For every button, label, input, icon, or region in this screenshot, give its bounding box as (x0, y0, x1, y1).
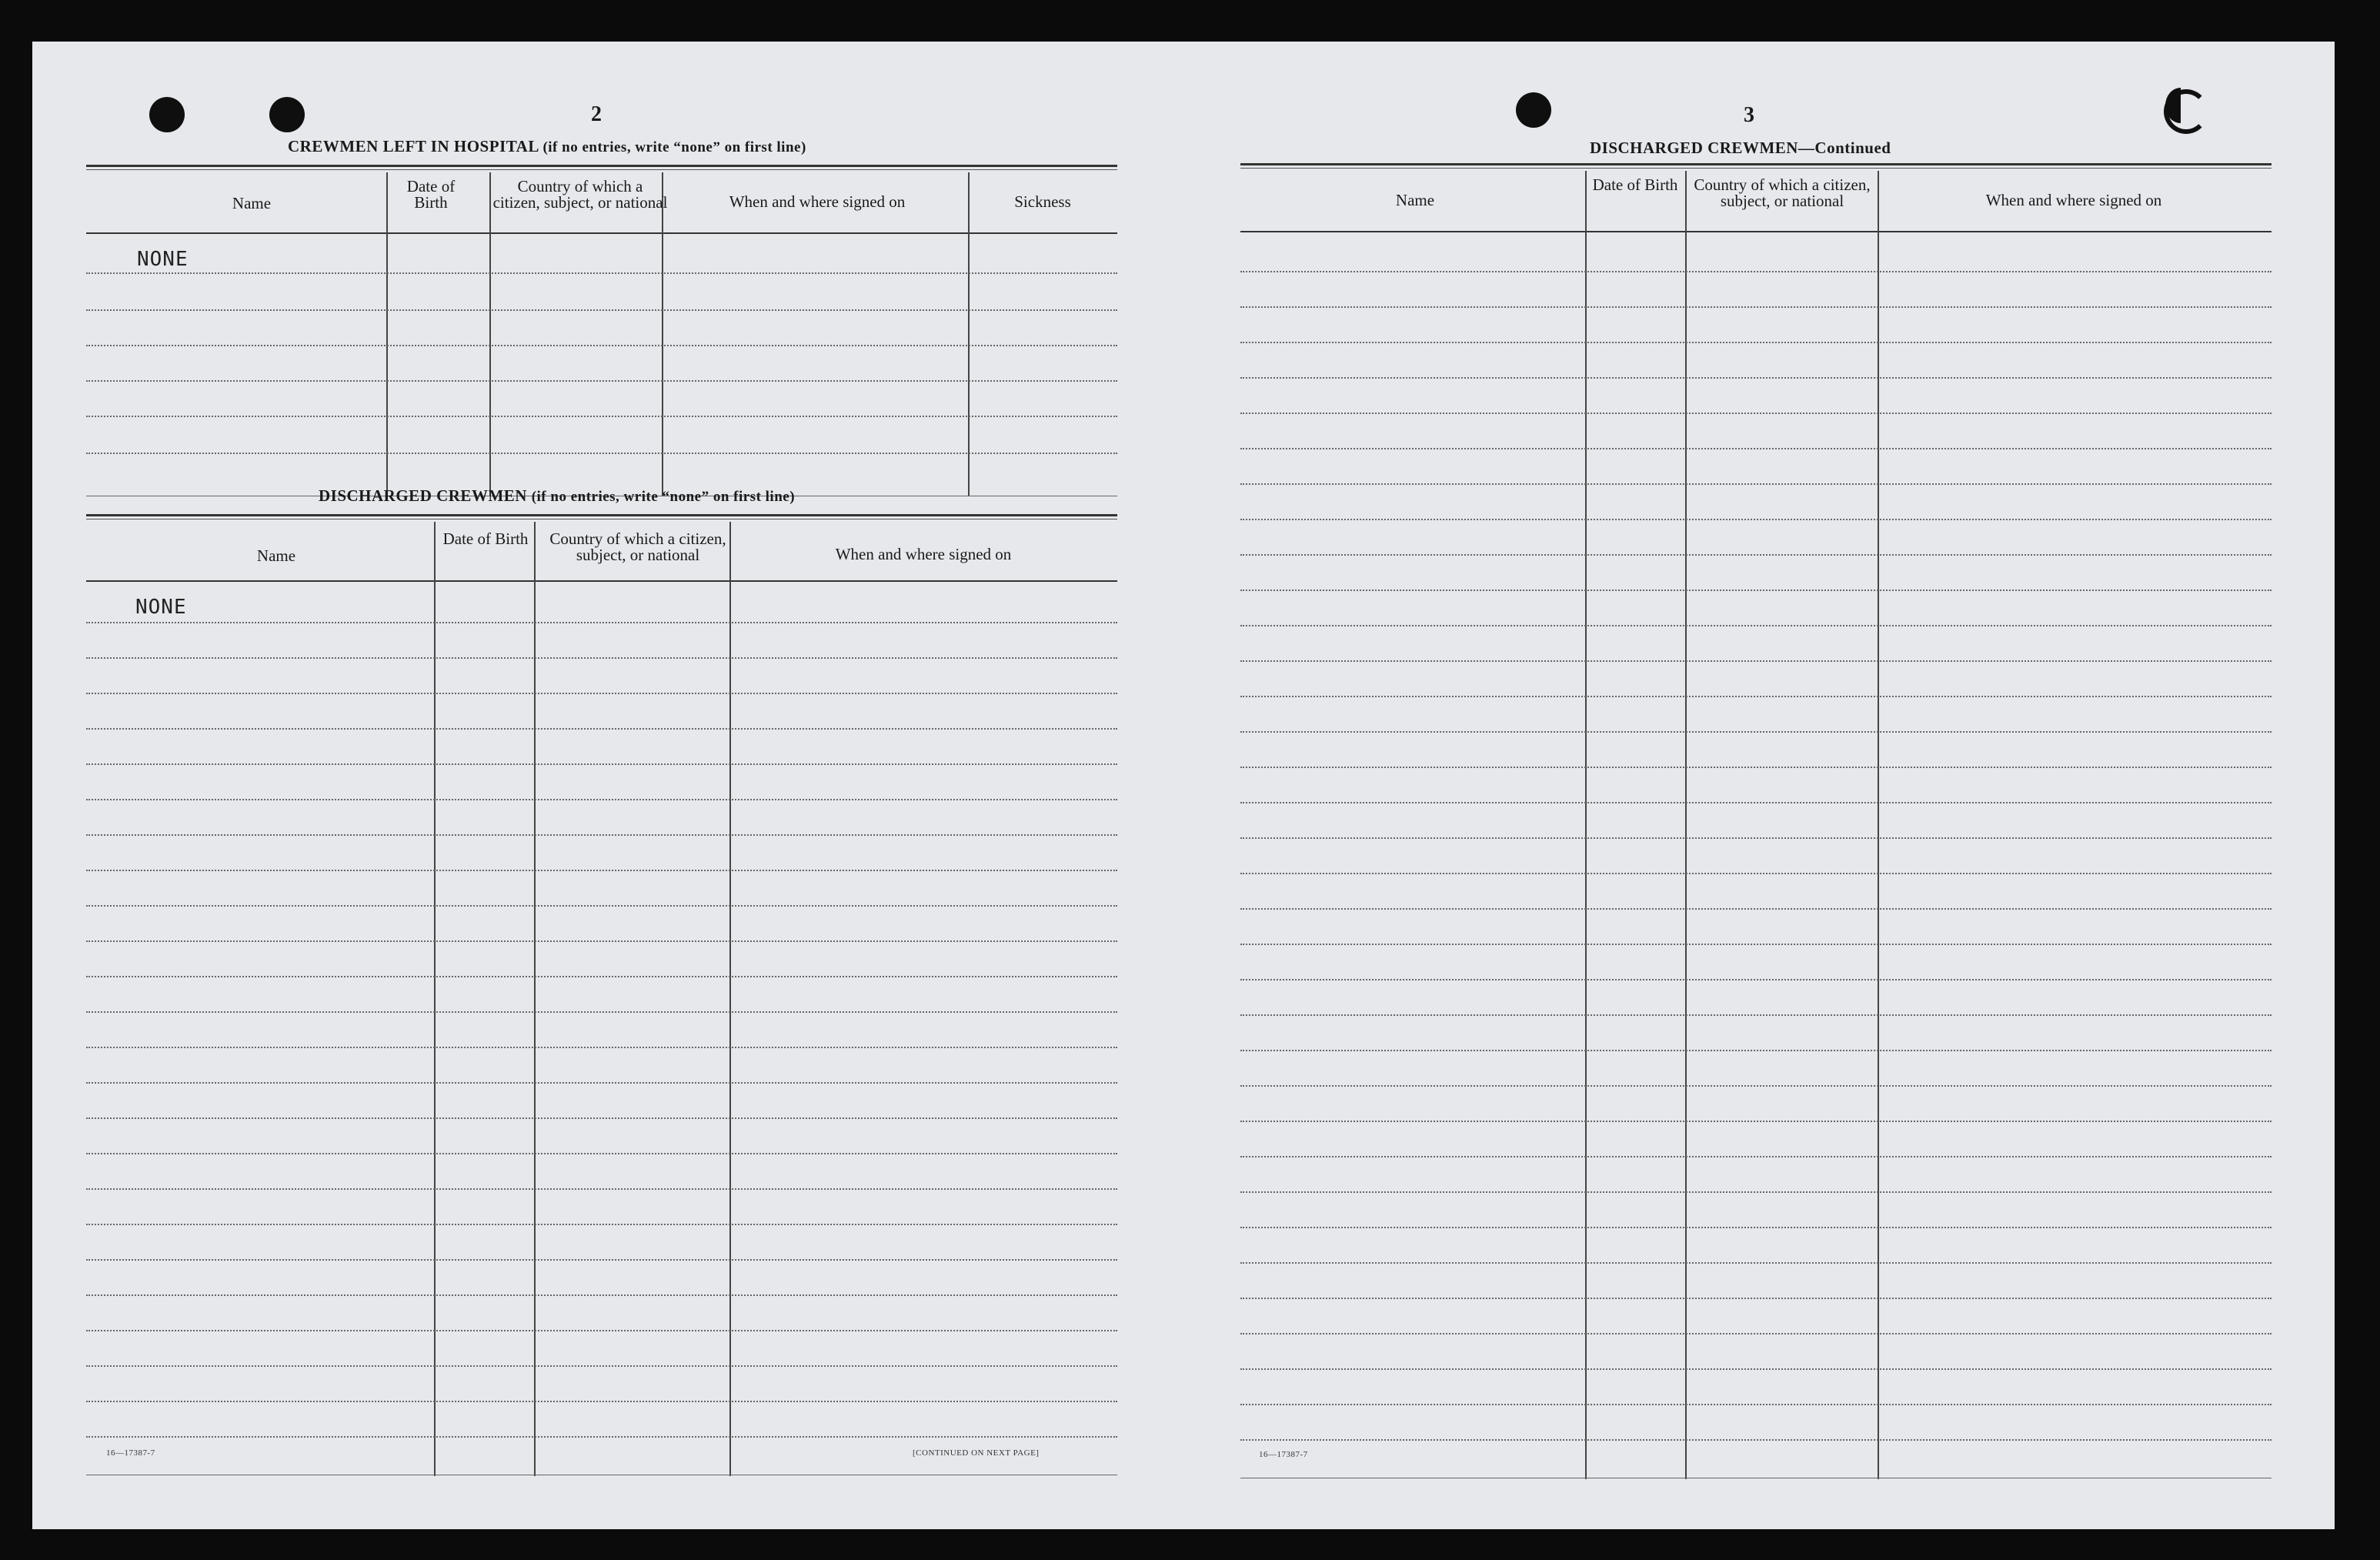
column-divider (386, 172, 388, 496)
row-line (1240, 590, 2272, 591)
row-line (86, 870, 1117, 871)
hospital-title-text: CREWMEN LEFT IN HOSPITAL (288, 137, 539, 155)
row-line (1240, 306, 2272, 308)
punch-hole (1516, 92, 1551, 128)
row-line (86, 272, 1117, 274)
hospital-first-entry: NONE (137, 248, 189, 271)
column-divider (1585, 171, 1587, 1479)
col-header-name: Name (256, 546, 296, 565)
row-line (1240, 271, 2272, 272)
row-line (1240, 1298, 2272, 1299)
row-line (86, 380, 1117, 382)
column-divider (1685, 171, 1687, 1479)
column-divider (1878, 171, 1879, 1479)
punch-hole (149, 97, 185, 132)
row-line (86, 693, 1117, 694)
hospital-title-instruction: (if no entries, write “none” on first line) (542, 139, 806, 155)
punch-hole (269, 97, 305, 132)
row-line (1240, 1227, 2272, 1228)
form-number-right: 16—17387-7 (1259, 1450, 1308, 1459)
col-header-signed-on: When and where signed on (729, 192, 906, 211)
header-underline (86, 232, 1117, 234)
row-line (86, 1224, 1117, 1225)
row-line (86, 799, 1117, 800)
discharged-title-text: DISCHARGED CREWMEN (319, 486, 527, 505)
row-line (86, 657, 1117, 659)
row-line (86, 1011, 1117, 1013)
col-header-dob: Date of Birth (442, 529, 529, 548)
row-line (86, 1330, 1117, 1331)
col-header-name: Name (232, 194, 272, 212)
row-line (1240, 413, 2272, 414)
continued-note: [CONTINUED ON NEXT PAGE] (913, 1448, 1040, 1458)
row-line (86, 1047, 1117, 1048)
form-page (32, 42, 2335, 1529)
row-line (86, 1259, 1117, 1261)
row-line (1240, 1121, 2272, 1122)
discharged-section-title (319, 486, 795, 506)
row-line (86, 1294, 1117, 1296)
col-header-sickness: Sickness (1014, 192, 1071, 211)
row-line (86, 976, 1117, 977)
discharged-first-entry: NONE (135, 596, 187, 619)
row-line (1240, 696, 2272, 697)
row-line (1240, 944, 2272, 945)
row-line (86, 453, 1117, 454)
row-line (1240, 1050, 2272, 1051)
row-line (1240, 448, 2272, 449)
rule (1240, 163, 2272, 165)
rule (86, 165, 1117, 167)
column-divider (729, 522, 731, 1476)
rule (1240, 168, 2272, 169)
row-line (86, 940, 1117, 942)
row-line (1240, 377, 2272, 379)
column-divider (968, 172, 970, 496)
row-line (1240, 731, 2272, 733)
row-line (1240, 660, 2272, 662)
column-divider (434, 522, 436, 1476)
row-line (1240, 1262, 2272, 1264)
row-line (86, 1117, 1117, 1119)
row-line (86, 1188, 1117, 1190)
row-line (1240, 1333, 2272, 1335)
col-header-country: Country of which a citizen, subject, or national (492, 177, 668, 212)
row-line (1240, 1404, 2272, 1405)
form-number-left: 16—17387-7 (106, 1448, 155, 1458)
page-number-left: 2 (591, 102, 602, 126)
col-header-signed-on: When and where signed on (835, 545, 1012, 563)
row-line (86, 728, 1117, 730)
row-line (1240, 837, 2272, 839)
rule (86, 169, 1117, 170)
hospital-section-title (288, 137, 806, 156)
row-line (86, 1365, 1117, 1367)
row-line (1240, 908, 2272, 910)
column-divider (662, 172, 663, 496)
header-underline (1240, 231, 2272, 232)
column-divider (489, 172, 491, 496)
row-line (86, 416, 1117, 417)
col-header-country: Country of which a citizen, subject, or national (549, 529, 726, 564)
rule (86, 514, 1117, 516)
row-line (86, 309, 1117, 311)
header-underline (86, 580, 1117, 582)
discharged-title-instruction: (if no entries, write “none” on first line) (531, 489, 796, 505)
row-line (1240, 1439, 2272, 1441)
row-line (86, 763, 1117, 765)
row-line (1240, 1014, 2272, 1016)
row-line (1240, 483, 2272, 485)
row-line (1240, 1156, 2272, 1157)
page-number-right: 3 (1744, 103, 1754, 127)
col-header-dob: Date of Birth (406, 177, 456, 212)
row-line (1240, 625, 2272, 626)
row-line (86, 1436, 1117, 1438)
col-header-dob: Date of Birth (1592, 175, 1678, 194)
row-line (1240, 802, 2272, 803)
col-header-country: Country of which a citizen, subject, or national (1694, 175, 1871, 210)
row-line (86, 1153, 1117, 1154)
row-line (86, 834, 1117, 836)
row-line (1240, 979, 2272, 980)
col-header-signed-on: When and where signed on (1985, 191, 2162, 209)
col-header-name: Name (1395, 191, 1435, 209)
row-line (1240, 554, 2272, 556)
row-line (1240, 1085, 2272, 1087)
column-divider (534, 522, 536, 1476)
right-section-title: DISCHARGED CREWMEN—Continued (1590, 139, 1891, 157)
row-line (86, 1082, 1117, 1084)
row-line (86, 1401, 1117, 1402)
row-line (86, 622, 1117, 623)
row-line (1240, 767, 2272, 768)
row-line (1240, 1368, 2272, 1370)
row-line (86, 905, 1117, 907)
row-line (1240, 873, 2272, 874)
row-line (1240, 1191, 2272, 1193)
row-line (1240, 519, 2272, 520)
row-line (86, 345, 1117, 346)
row-line (1240, 342, 2272, 343)
